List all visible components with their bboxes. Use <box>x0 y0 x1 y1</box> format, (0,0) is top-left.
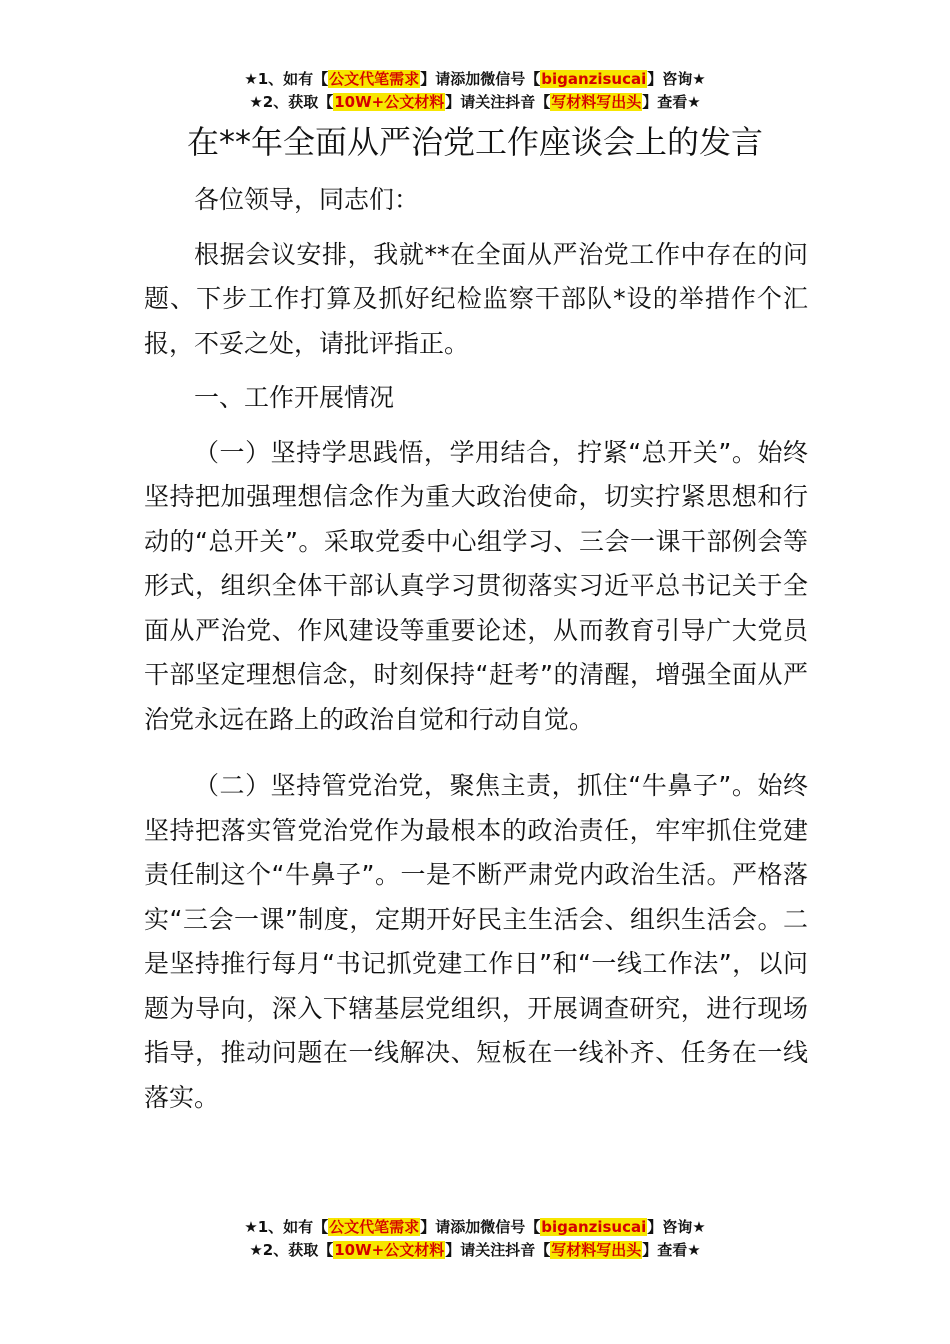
promo-text: 】请添加微信号【 <box>420 70 541 88</box>
promo-text: 】查看★ <box>642 93 701 111</box>
promo-highlight: 10W+公文材料 <box>334 93 445 111</box>
promo-text: 】咨询★ <box>647 70 706 88</box>
promo-banner-bottom <box>0 1216 950 1262</box>
promo-highlight: biganzisucai <box>541 70 647 88</box>
promo-text: 】请添加微信号【 <box>420 1218 541 1236</box>
promo-text: ★1、如有【 <box>244 70 329 88</box>
greeting: 各位领导，同志们： <box>194 185 420 214</box>
promo-highlight: 公文代笔需求 <box>329 1218 420 1236</box>
promo-text: 】请关注抖音【 <box>445 93 551 111</box>
promo-line-1 <box>0 68 950 91</box>
promo-highlight: 写材料写出头 <box>551 93 642 111</box>
promo-text: 】请关注抖音【 <box>445 1241 551 1259</box>
section-heading: 一、工作开展情况 <box>194 383 395 412</box>
promo-text: 】咨询★ <box>647 1218 706 1236</box>
promo-text: ★1、如有【 <box>244 1218 329 1236</box>
document-title: 在**年全面从严治党工作座谈会上的发言 <box>186 123 763 161</box>
promo-line-1 <box>0 1216 950 1239</box>
promo-line-2 <box>0 91 950 114</box>
paragraph-2: （二）坚持管党治党，聚焦主责，抓住“牛鼻子”。始终坚持把落实管党治党作为最根本的政治责任，牢牢抓住党建责任制这个“牛鼻子”。一是不断严肃党内政治生活。严格落实“三会一课”制度，定期开好民主生活会、组织生活会。二是坚持推行每月“书记抓党建工作日”和“一线工作法”，以问题为导向，深入下辖基层党组织，开展调查研究，进行现场指导，推动问题在一线解决、短板在一线补齐、任务在一线落实。 <box>144 771 808 1112</box>
document-body <box>144 178 808 1120</box>
promo-highlight: 10W+公文材料 <box>334 1241 445 1259</box>
promo-text: ★2、获取【 <box>249 1241 334 1259</box>
promo-highlight: biganzisucai <box>541 1218 647 1236</box>
intro-paragraph: 根据会议安排，我就**在全面从严治党工作中存在的问题、下步工作打算及抓好纪检监察干部队*设的举措作个汇报，不妥之处，请批评指正。 <box>144 239 808 358</box>
promo-text: ★2、获取【 <box>249 93 334 111</box>
promo-banner-top <box>0 68 950 114</box>
promo-highlight: 公文代笔需求 <box>329 70 420 88</box>
promo-highlight: 写材料写出头 <box>551 1241 642 1259</box>
promo-text: 】查看★ <box>642 1241 701 1259</box>
paragraph-1: （一）坚持学思践悟，学用结合，拧紧“总开关”。始终坚持把加强理想信念作为重大政治使命，切实拧紧思想和行动的“总开关”。采取党委中心组学习、三会一课干部例会等形式，组织全体干部认真学习贯彻落实习近平总书记关于全面从严治党、作风建设等重要论述，从而教育引导广大党员干部坚定理想信念，时刻保持“赶考”的清醒，增强全面从严治党永远在路上的政治自觉和行动自觉。 <box>144 437 808 734</box>
promo-line-2 <box>0 1239 950 1262</box>
